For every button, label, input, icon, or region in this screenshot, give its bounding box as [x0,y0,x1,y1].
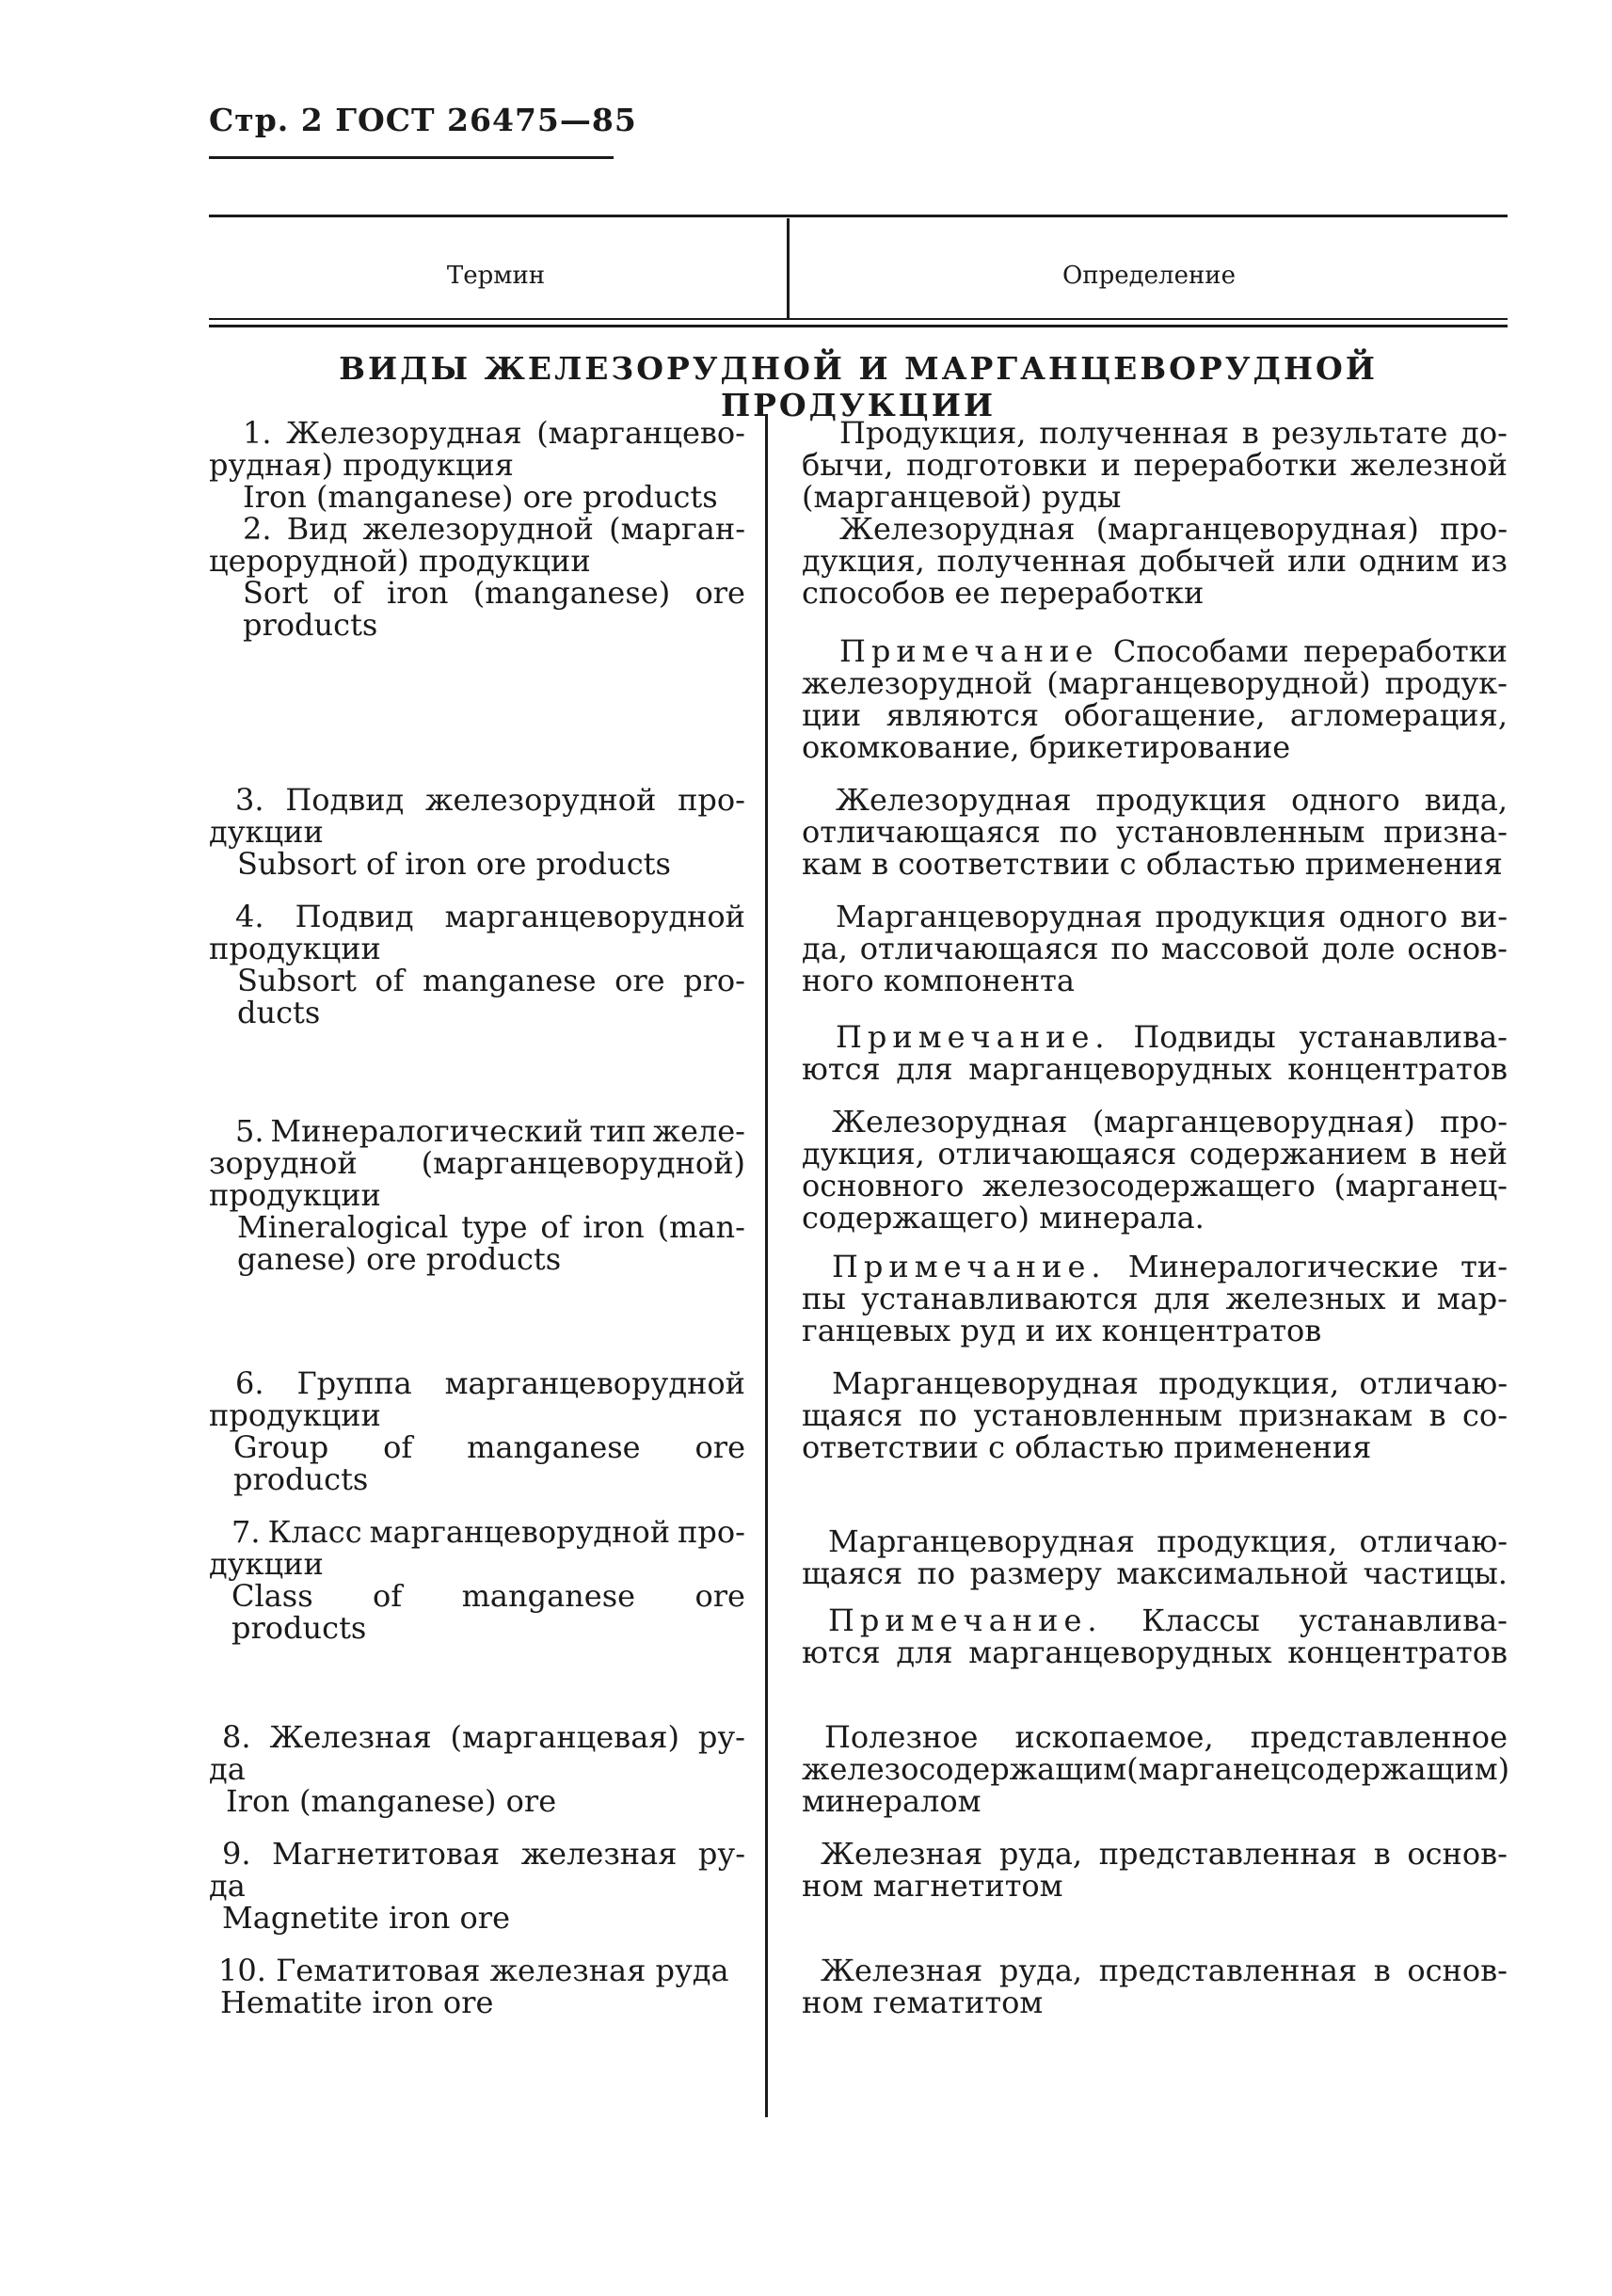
definition-5-line-1: Железорудная (марганцеворудная) про- [832,1104,1508,1140]
definition-1-line-1: Продукция, полученная в результате до- [839,415,1508,451]
definition-1-line-2: бычи, подготовки и переработки железной [802,447,1508,483]
term-3-ru-line-2: дукции [209,814,324,850]
definition-8-line-1: Полезное ископаемое, представленное [824,1719,1508,1755]
definition-6-line-2: щаяся по установленным признакам в со- [802,1397,1508,1433]
definition-10-line-1: Железная руда, представленная в основ- [821,1953,1508,1988]
term-10-en: Hematite iron ore [220,1985,494,2020]
term-2-ru-line-1: 2. Вид железорудной (марган- [243,511,745,547]
term-3-ru-line-1: 3. Подвид железорудной про- [235,782,745,818]
term-5-en-line-2: ganese) ore products [237,1241,562,1277]
term-6-ru-line-1: 6. Группа марганцеворудной [235,1365,745,1401]
definition-2-line-3: способов ее переработки [802,575,1205,611]
definition-4-line-3: ного компонента [802,963,1075,998]
note-4-line-1: Примечание. Подвиды устанавлива- [836,1019,1508,1055]
note-2-line-2: железорудной (марганцеворудной) продук- [802,665,1508,701]
table-top-rule [209,215,1508,217]
term-6-en-line-2: products [233,1461,369,1497]
term-5-ru-line-1: 5. Минералогический тип желе- [235,1113,745,1149]
term-1-ru-line-2: рудная) продукция [209,447,514,483]
definition-5-line-2: дукция, отличающаяся содержанием в ней [802,1136,1508,1172]
term-1-ru-line-1: 1. Железорудная (марганцево- [243,415,745,451]
term-7-en-line-2: products [231,1610,367,1646]
definition-3-line-2: отличающаяся по установленным призна- [802,814,1508,850]
term-8-ru-line-1: 8. Железная (марганцевая) ру- [222,1719,745,1755]
term-9-ru-line-2: да [209,1868,246,1904]
term-3-en: Subsort of iron ore products [237,846,671,882]
note-4-line-2: ются для марганцеворудных концентратов [802,1051,1508,1087]
note-2-line-4: окомкование, брикетирование [802,729,1291,765]
definition-2-line-2: дукция, полученная добычей или одним из [802,543,1508,579]
note-5-line-3: ганцевых руд и их концентратов [802,1313,1322,1348]
definition-8-line-2: железосодержащим (марганецсодержащим) [802,1751,1510,1787]
definition-10-line-2: ном гематитом [802,1985,1044,2020]
term-4-ru-line-2: продукции [209,931,381,966]
definition-4-line-2: да, отличающаяся по массовой доле основ- [802,931,1508,966]
table-head-rule-2 [209,325,1508,327]
term-7-en-line-1: Class of manganese ore [231,1578,745,1614]
column-header-definition: Определение [1061,262,1237,290]
term-7-ru-line-1: 7. Класс марганцеворудной про- [231,1514,745,1550]
term-1-en: Iron (manganese) ore products [243,479,718,515]
definition-5-line-3: основного железосодержащего (марганец- [802,1168,1508,1204]
section-title: ВИДЫ ЖЕЛЕЗОРУДНОЙ И МАРГАНЦЕВОРУДНОЙ ПРОДУКЦИИ [339,350,1378,423]
term-10-ru: 10. Гематитовая железная руда [218,1953,729,1988]
column-divider-body [765,414,768,2117]
term-5-ru-line-3: продукции [209,1177,381,1213]
term-4-en-line-2: ducts [237,995,321,1030]
column-divider-head [787,218,790,318]
term-8-ru-line-2: да [209,1751,246,1787]
term-9-en: Magnetite iron ore [222,1900,511,1936]
definition-8-line-3: минералом [802,1783,982,1819]
definition-6-line-3: ответствии с областью применения [802,1429,1372,1465]
definition-4-line-1: Марганцеворудная продукция одного ви- [836,899,1508,934]
term-6-ru-line-2: продукции [209,1397,381,1433]
term-8-en: Iron (manganese) ore [226,1783,557,1819]
definition-9-line-1: Железная руда, представленная в основ- [821,1836,1508,1872]
note-5-line-2: пы устанавливаются для железных и мар- [802,1281,1508,1316]
definition-9-line-2: ном магнетитом [802,1868,1063,1904]
definition-3-line-1: Железорудная продукция одного вида, [836,782,1508,818]
term-4-ru-line-1: 4. Подвид марганцеворудной [235,899,745,934]
page-header: Стр. 2 ГОСТ 26475—85 [209,102,637,138]
definition-1-line-3: (марганцевой) руды [802,479,1122,515]
term-2-en-line-1: Sort of iron (manganese) ore [243,575,745,611]
definition-2-line-1: Железорудная (марганцеворудная) про- [839,511,1508,547]
definition-6-line-1: Марганцеворудная продукция, отличаю- [832,1365,1508,1401]
term-5-ru-line-2: зорудной (марганцеворудной) [209,1145,745,1181]
table-head-rule-1 [209,318,1508,320]
note-7-line-2: ются для марганцеворудных концентратов [802,1634,1508,1670]
definition-3-line-3: кам в соответствии с областью применения [802,846,1503,882]
term-7-ru-line-2: дукции [209,1546,324,1582]
definition-7-line-1: Марганцеворудная продукция, отличаю- [828,1523,1508,1559]
column-header-term: Термин [446,262,546,290]
header-underline [209,156,614,159]
note-5-line-1: Примечание. Минералогические ти- [832,1249,1508,1284]
term-5-en-line-1: Mineralogical type of iron (man- [237,1209,745,1245]
note-2-line-3: ции являются обогащение, агломерация, [802,697,1508,733]
term-2-en-line-2: products [243,607,378,643]
note-2-line-1: Примечание Способами переработки [839,633,1508,669]
definition-7-line-2: щаяся по размеру максимальной частицы. [802,1555,1508,1591]
term-2-ru-line-2: церорудной) продукции [209,543,591,579]
term-4-en-line-1: Subsort of manganese ore pro- [237,963,745,998]
term-9-ru-line-1: 9. Магнетитовая железная ру- [222,1836,745,1872]
note-7-line-1: Примечание. Классы устанавлива- [828,1602,1508,1638]
definition-5-line-4: содержащего) минерала. [802,1200,1205,1236]
term-6-en-line-1: Group of manganese ore [233,1429,745,1465]
